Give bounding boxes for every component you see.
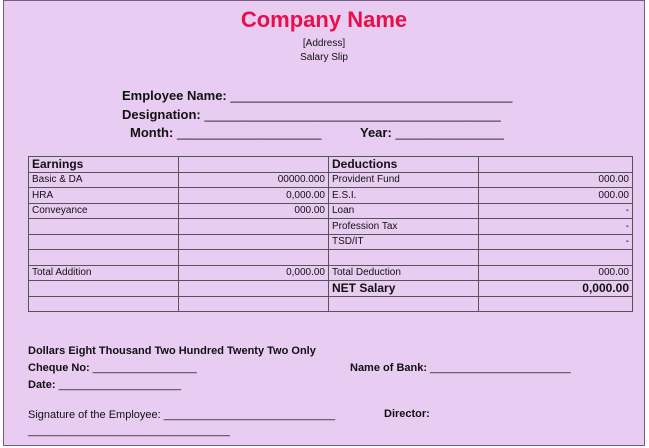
- signature-line-cont: _________________________________: [28, 425, 230, 437]
- deduction-amount: -: [479, 203, 633, 219]
- deduction-amount: 000.00: [479, 188, 633, 204]
- deduction-label: TSD/IT: [329, 234, 479, 250]
- table-cell: [179, 157, 329, 173]
- designation-field[interactable]: _________________________________________: [204, 107, 501, 122]
- cheque-label: Cheque No:: [28, 362, 90, 374]
- earning-amount: 0,000.00: [179, 188, 329, 204]
- table-row: [29, 250, 633, 266]
- table-cell: [179, 219, 329, 235]
- table-cell: [179, 234, 329, 250]
- employee-name-label: Employee Name:: [122, 88, 227, 103]
- date-field[interactable]: ____________________: [58, 379, 181, 391]
- deduction-label: Loan: [329, 203, 479, 219]
- table-row: [29, 281, 633, 297]
- table-cell: [479, 296, 633, 312]
- bank-label: Name of Bank:: [350, 362, 428, 374]
- table-row: [29, 188, 633, 204]
- table-row: [29, 296, 633, 312]
- bank-field[interactable]: _______________________: [430, 362, 571, 374]
- table-cell: [29, 281, 179, 297]
- total-deduction-amount: 000.00: [479, 265, 633, 281]
- year-field[interactable]: _______________: [395, 125, 504, 140]
- table-cell: [29, 234, 179, 250]
- cheque-row: [28, 362, 197, 374]
- earning-label: Conveyance: [29, 203, 179, 219]
- deduction-label: E.S.I.: [329, 188, 479, 204]
- date-label: Date:: [28, 379, 56, 391]
- table-row: [29, 234, 633, 250]
- table-row: [29, 157, 633, 173]
- earnings-header: Earnings: [29, 157, 179, 173]
- month-row: [130, 125, 322, 140]
- employee-name-row: [122, 88, 512, 103]
- company-name: Company Name: [240, 7, 408, 32]
- deduction-amount: 000.00: [479, 172, 633, 188]
- table-cell: [29, 219, 179, 235]
- deduction-label: Provident Fund: [329, 172, 479, 188]
- salary-table: [28, 156, 633, 312]
- table-row: [29, 203, 633, 219]
- date-row: [28, 379, 181, 391]
- earning-amount: 000.00: [179, 203, 329, 219]
- table-cell: [29, 250, 179, 266]
- total-deduction-label: Total Deduction: [329, 265, 479, 281]
- table-cell: [479, 250, 633, 266]
- earning-label: HRA: [29, 188, 179, 204]
- signature-label: Signature of the Employee:: [28, 409, 161, 421]
- bank-row: [350, 362, 571, 374]
- company-address: [Address]: [302, 38, 346, 49]
- deductions-header: Deductions: [329, 157, 479, 173]
- total-addition-amount: 0,000.00: [179, 265, 329, 281]
- table-cell: [179, 250, 329, 266]
- earning-label: Basic & DA: [29, 172, 179, 188]
- year-label: Year:: [360, 125, 392, 140]
- year-row: [360, 125, 504, 140]
- table-cell: [329, 296, 479, 312]
- total-addition-label: Total Addition: [29, 265, 179, 281]
- earning-amount: 00000.000: [179, 172, 329, 188]
- deduction-label: Profession Tax: [329, 219, 479, 235]
- table-cell: [329, 250, 479, 266]
- salary-slip-sheet: [3, 0, 645, 446]
- table-cell: [179, 281, 329, 297]
- month-field[interactable]: ____________________: [176, 125, 322, 140]
- designation-label: Designation:: [122, 107, 201, 122]
- deduction-amount: -: [479, 219, 633, 235]
- table-cell: [479, 157, 633, 173]
- director-label: Director:: [384, 408, 430, 420]
- employee-name-field[interactable]: _______________________________________: [230, 88, 513, 103]
- slip-title: Salary Slip: [300, 52, 348, 63]
- designation-row: [122, 107, 501, 122]
- amount-in-words: Dollars Eight Thousand Two Hundred Twenty Two Only: [28, 345, 316, 357]
- signature-field[interactable]: ____________________________: [163, 409, 336, 421]
- table-row: [29, 219, 633, 235]
- net-salary-amount: 0,000.00: [479, 281, 633, 297]
- net-salary-label: NET Salary: [329, 281, 479, 297]
- table-row: [29, 172, 633, 188]
- table-cell: [179, 296, 329, 312]
- deduction-amount: -: [479, 234, 633, 250]
- table-row: [29, 265, 633, 281]
- month-label: Month:: [130, 125, 174, 140]
- table-cell: [29, 296, 179, 312]
- signature-row: [28, 409, 335, 421]
- cheque-field[interactable]: _________________: [92, 362, 197, 374]
